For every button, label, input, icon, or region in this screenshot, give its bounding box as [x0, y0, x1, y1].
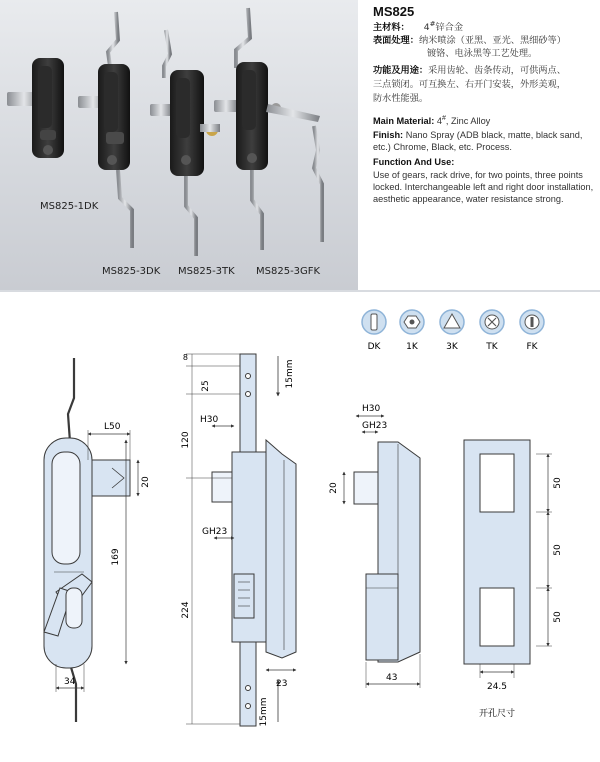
- spec-panel: [364, 0, 600, 290]
- dim-cutout-50b: 50: [553, 544, 563, 556]
- photo-label-1dk: MS825-1DK: [40, 201, 99, 212]
- en-material-value: , Zinc Alloy: [445, 116, 491, 126]
- product-photo-panel: [0, 0, 358, 290]
- dim-24-5: 24.5: [486, 682, 508, 692]
- cn-material-num: 4: [423, 22, 430, 33]
- cn-finish-label: 表面处理：: [373, 35, 419, 46]
- photo-label-3tk: MS825-3TK: [178, 266, 235, 277]
- triangle-key-icon: [440, 310, 464, 334]
- en-finish-row: [373, 129, 598, 153]
- dim-25: 25: [201, 380, 211, 392]
- cn-material-value: 锌合金: [435, 22, 464, 33]
- key-type-icons: [362, 310, 544, 352]
- dim-120: 120: [181, 431, 191, 449]
- en-finish-label: Finish:: [373, 130, 404, 140]
- en-material-num: 4: [436, 116, 442, 126]
- en-finish-value: Nano Spray (ADB black, matte, black sand, etc.) Chrome, Black, etc. Process.: [373, 130, 583, 152]
- dim-cutout-50a: 50: [553, 477, 563, 489]
- dim-side-gh23: GH23: [202, 527, 228, 537]
- key-label-dk: DK: [367, 342, 381, 352]
- en-material-sup: #: [441, 114, 446, 122]
- dim-side-h30: H30: [200, 415, 219, 425]
- dim-side2-20: 20: [329, 482, 339, 494]
- key-label-1k: 1K: [406, 342, 418, 352]
- en-function-label-text: Function And Use:: [373, 157, 455, 167]
- en-material-row: [373, 115, 598, 127]
- photo-label-3dk: MS825-3DK: [102, 266, 161, 277]
- dim-front-20: 20: [141, 476, 151, 488]
- front-view-drawing: [44, 358, 138, 722]
- dim-side2-gh23: GH23: [362, 421, 388, 431]
- cn-finish-value-1: 纳米喷涂（亚黑、亚光、黑细砂等）: [418, 35, 566, 46]
- cross-key-icon: [480, 310, 504, 334]
- cn-function-row: [373, 65, 599, 77]
- dim-224: 224: [181, 601, 191, 619]
- photo-label-3gfk: MS825-3GFK: [256, 266, 321, 277]
- key-label-fk: FK: [526, 342, 538, 352]
- product-photos: [0, 0, 358, 290]
- dim-15mm-top: 15mm: [285, 359, 295, 389]
- lock-photo-3dk: [78, 12, 132, 248]
- cn-finish-value-2: 镀铬、电泳黑等工艺处理。: [427, 48, 538, 59]
- en-function-label: [373, 156, 598, 168]
- cutout-drawing: [464, 440, 552, 678]
- cn-material-label: 主材料：: [373, 22, 410, 33]
- cn-material-row: [373, 19, 599, 34]
- key-label-tk: TK: [486, 342, 498, 352]
- wing-key-icon: [400, 310, 424, 334]
- dim-l50: L50: [104, 422, 121, 432]
- cn-material-sup: #: [429, 19, 436, 28]
- lock-photo-1dk: [7, 58, 64, 158]
- dim-15mm-bottom: 15mm: [259, 697, 269, 727]
- side-view-drawing: [186, 354, 296, 726]
- lock-photo-3tk: [150, 30, 220, 256]
- en-function-value: Use of gears, rack drive, for two points, three points locked. Interchangeable left and right door installation, aesthetic appearance, water resistance strong.: [373, 170, 594, 204]
- dim-cutout-50c: 50: [553, 611, 563, 623]
- dim-side-23: 23: [276, 679, 288, 689]
- dim-169: 169: [111, 548, 121, 566]
- dim-34: 34: [64, 677, 76, 687]
- dim-43: 43: [386, 673, 398, 683]
- cn-function-label: 功能及用途：: [373, 65, 429, 76]
- technical-drawings: [0, 292, 600, 762]
- cn-finish-row: [373, 35, 599, 47]
- cutout-caption: 开孔尺寸: [478, 709, 516, 719]
- side-view-2-drawing: [344, 416, 420, 688]
- key-label-3k: 3K: [446, 342, 458, 352]
- cn-function-value-1: 采用齿轮、齿条传动，可供两点、: [428, 65, 566, 76]
- cn-function-value-2: 三点锁闭。可互换左、右开门安装，外形美观，: [373, 79, 566, 90]
- cylinder-key-icon: [520, 310, 544, 334]
- model-title: MS825: [373, 4, 415, 19]
- dim-8: 8: [182, 353, 188, 362]
- lock-photo-3gfk: [214, 8, 322, 250]
- cn-function-value-3: 防水性能强。: [373, 93, 429, 104]
- dim-side2-h30: H30: [362, 404, 381, 414]
- en-material-label: Main Material:: [373, 116, 435, 126]
- slot-key-icon: [362, 310, 386, 334]
